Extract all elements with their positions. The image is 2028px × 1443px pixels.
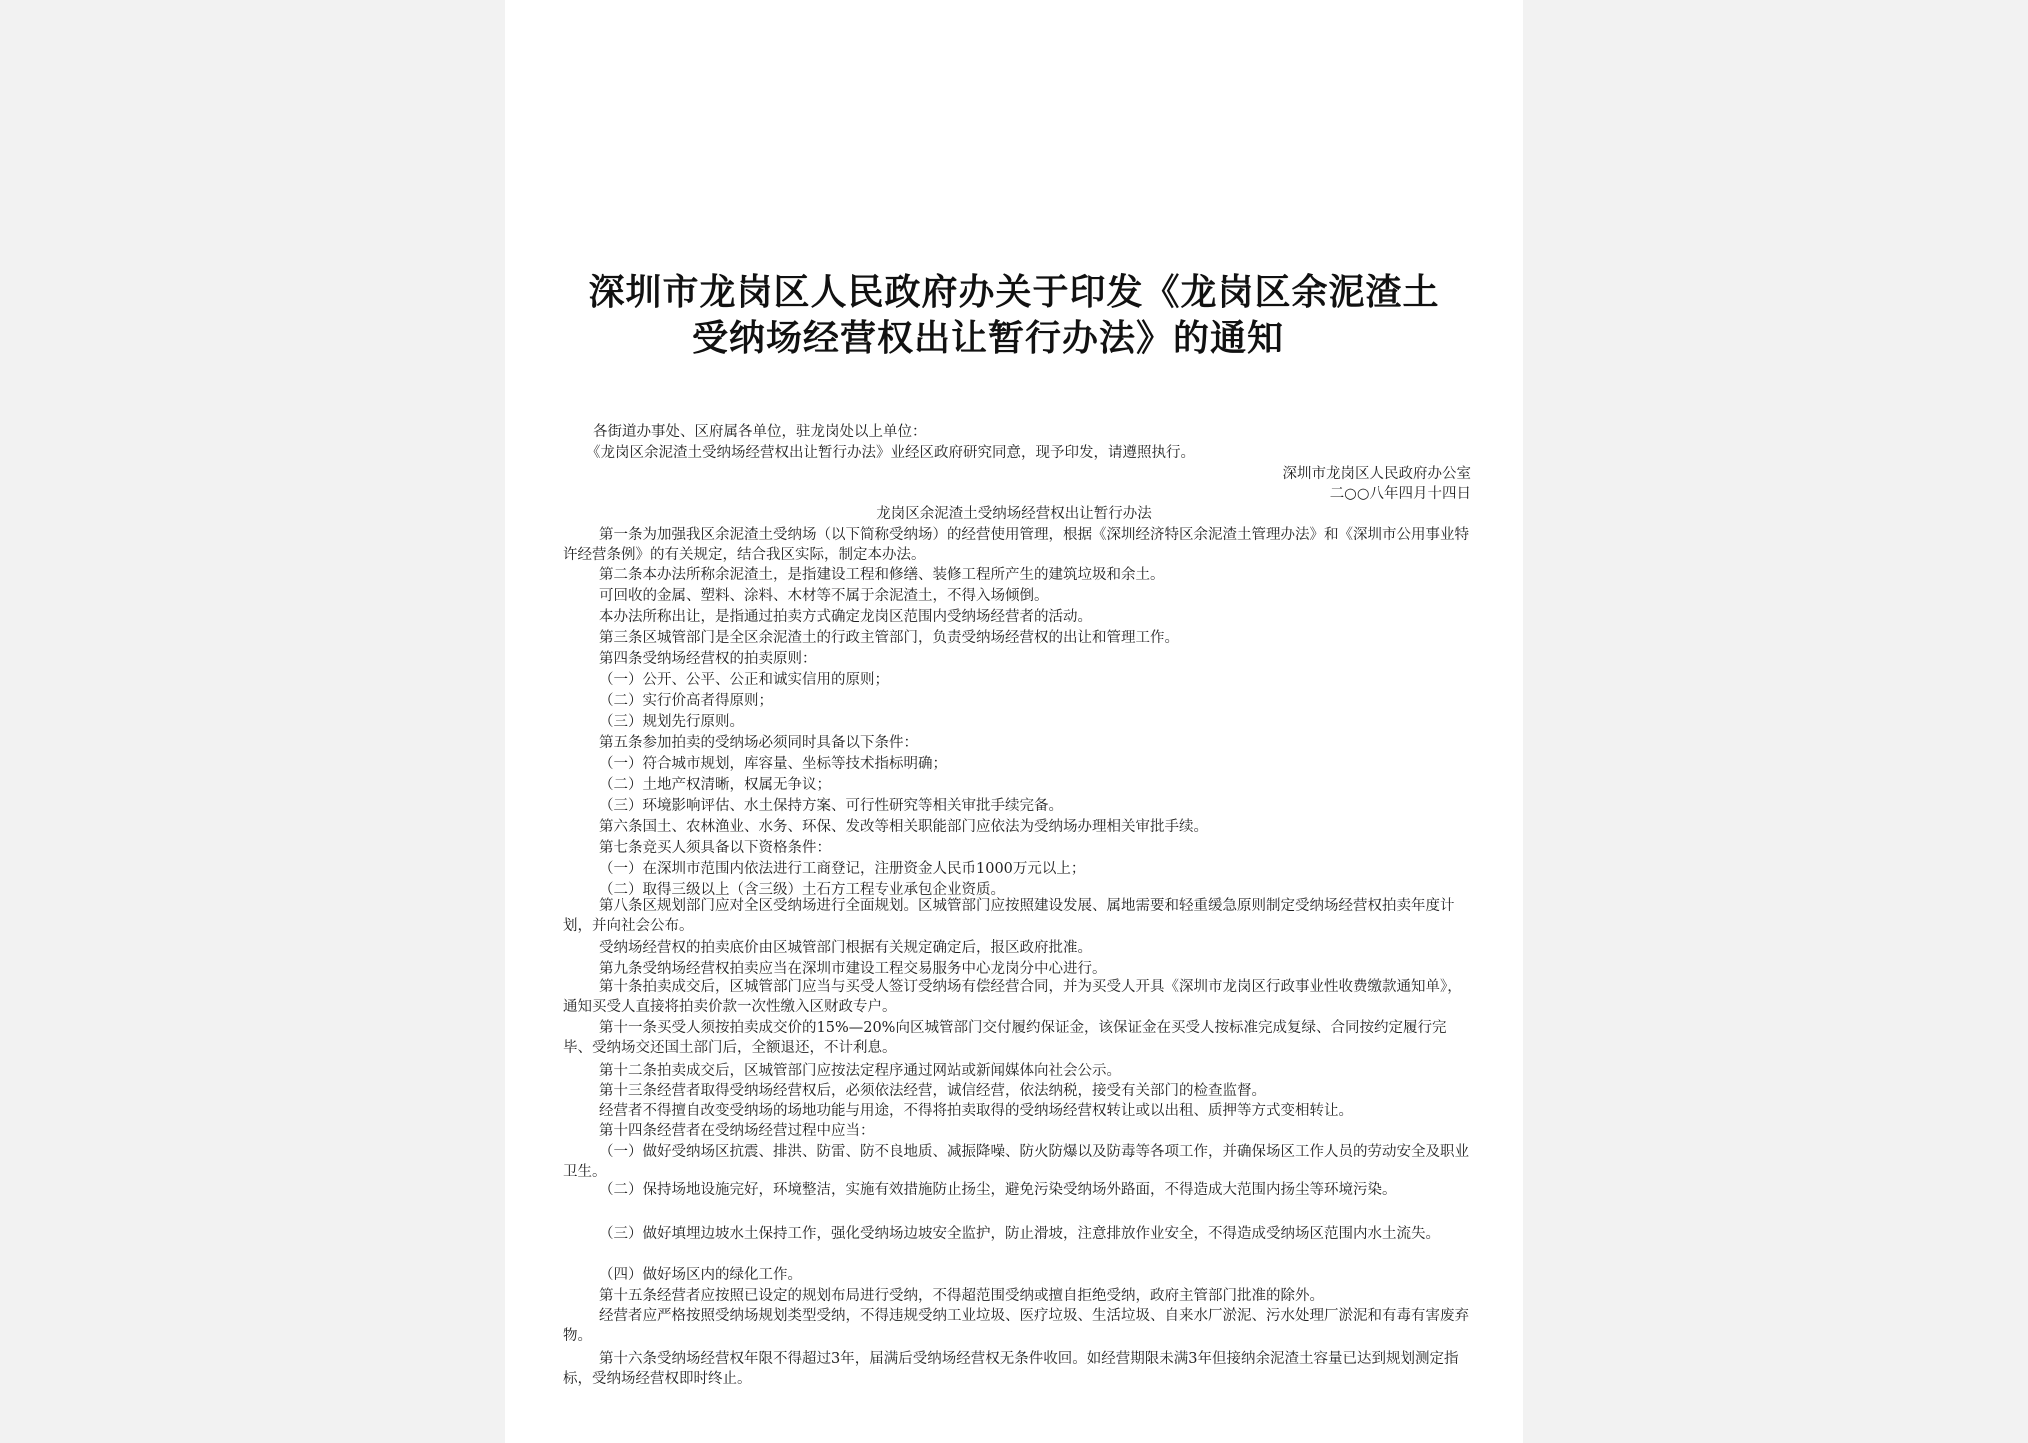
paragraph-27: （一）做好受纳场区抗震、排洪、防雷、防不良地质、减振降噪、防火防爆以及防毒等各项工作，并确保场区工作人员的劳动安全及职业卫生。 — [563, 1144, 1469, 1180]
paragraph-1: 第一条为加强我区余泥渣土受纳场（以下简称受纳场）的经营使用管理，根据《深圳经济特区余泥渣土管理办法》和《深圳市公用事业特许经营条例》的有关规定，结合我区实际，制定本办法。 — [563, 527, 1469, 563]
paragraph-7: （一）公开、公平、公正和诚实信用的原则； — [599, 672, 889, 688]
regulation-title: 龙岗区余泥渣土受纳场经营权出让暂行办法 — [876, 506, 1152, 522]
paragraph-28: （二）保持场地设施完好，环境整洁，实施有效措施防止扬尘，避免污染受纳场外路面，不得造成大范围内扬尘等环境污染。 — [599, 1182, 1397, 1198]
paragraph-20: 第九条受纳场经营权拍卖应当在深圳市建设工程交易服务中心龙岗分中心进行。 — [599, 961, 1107, 977]
paragraph-26: 第十四条经营者在受纳场经营过程中应当： — [599, 1123, 875, 1139]
document-title-line-1: 深圳市龙岗区人民政府办关于印发《龙岗区余泥渣土 — [588, 272, 1440, 313]
paragraph-23: 第十二条拍卖成交后，区城管部门应按法定程序通过网站或新闻媒体向社会公示。 — [599, 1063, 1121, 1079]
document-page — [505, 0, 1523, 1443]
paragraph-6: 第四条受纳场经营权的拍卖原则： — [599, 651, 817, 667]
intro-paragraph: 《龙岗区余泥渣土受纳场经营权出让暂行办法》业经区政府研究同意，现予印发，请遵照执行。 — [586, 445, 1195, 461]
paragraph-25: 经营者不得擅自改变受纳场的场地功能与用途，不得将拍卖取得的受纳场经营权转让或以出租、质押等方式变相转让。 — [599, 1103, 1353, 1119]
paragraph-2: 第二条本办法所称余泥渣土，是指建设工程和修缮、装修工程所产生的建筑垃圾和余土。 — [599, 567, 1165, 583]
paragraph-14: 第六条国土、农林渔业、水务、环保、发改等相关职能部门应依法为受纳场办理相关审批手续。 — [599, 819, 1208, 835]
paragraph-16: （一）在深圳市范围内依法进行工商登记，注册资金人民币1000万元以上； — [599, 861, 1086, 877]
paragraph-5: 第三条区城管部门是全区余泥渣土的行政主管部门，负责受纳场经营权的出让和管理工作。 — [599, 630, 1179, 646]
paragraph-12: （二）土地产权清晰，权属无争议； — [599, 777, 831, 793]
paragraph-11: （一）符合城市规划，库容量、坐标等技术指标明确； — [599, 756, 947, 772]
paragraph-32: 经营者应严格按照受纳场规划类型受纳，不得违规受纳工业垃圾、医疗垃圾、生活垃圾、自来水厂淤泥、污水处理厂淤泥和有毒有害废弃物。 — [563, 1308, 1469, 1344]
paragraph-15: 第七条竞买人须具备以下资格条件： — [599, 840, 831, 856]
paragraph-18: 第八条区规划部门应对全区受纳场进行全面规划。区城管部门应按照建设发展、属地需要和轻重缓急原则制定受纳场经营权拍卖年度计划，并向社会公布。 — [563, 898, 1455, 934]
paragraph-19: 受纳场经营权的拍卖底价由区城管部门根据有关规定确定后，报区政府批准。 — [599, 940, 1092, 956]
paragraph-29: （三）做好填埋边坡水土保持工作，强化受纳场边坡安全监护，防止滑坡，注意排放作业安全，不得造成受纳场区范围内水土流失。 — [599, 1226, 1440, 1242]
paragraph-9: （三）规划先行原则。 — [599, 714, 744, 730]
paragraph-17: （二）取得三级以上（含三级）土石方工程专业承包企业资质。 — [599, 882, 1005, 898]
paragraph-24: 第十三条经营者取得受纳场经营权后，必须依法经营，诚信经营，依法纳税，接受有关部门的检查监督。 — [599, 1083, 1266, 1099]
paragraph-30: （四）做好场区内的绿化工作。 — [599, 1267, 802, 1283]
document-title-line-2: 受纳场经营权出让暂行办法》的通知 — [691, 318, 1284, 359]
paragraph-3: 可回收的金属、塑料、涂料、木材等不属于余泥渣土，不得入场倾倒。 — [599, 588, 1049, 604]
paragraph-13: （三）环境影响评估、水土保持方案、可行性研究等相关审批手续完备。 — [599, 798, 1063, 814]
issuer: 深圳市龙岗区人民政府办公室 — [1282, 466, 1471, 482]
paragraph-10: 第五条参加拍卖的受纳场必须同时具备以下条件： — [599, 735, 918, 751]
paragraph-31: 第十五条经营者应按照已设定的规划布局进行受纳，不得超范围受纳或擅自拒绝受纳，政府主管部门批准的除外。 — [599, 1288, 1324, 1304]
paragraph-8: （二）实行价高者得原则； — [599, 693, 773, 709]
paragraph-22: 第十一条买受人须按拍卖成交价的15%—20%向区城管部门交付履约保证金，该保证金在买受人按标准完成复绿、合同按约定履行完毕、受纳场交还国土部门后，全额退还，不计利息。 — [563, 1020, 1447, 1056]
paragraph-33: 第十六条受纳场经营权年限不得超过3年，届满后受纳场经营权无条件收回。如经营期限未满3年但接纳余泥渣土容量已达到规划测定指标，受纳场经营权即时终止。 — [563, 1351, 1459, 1387]
salutation: 各街道办事处、区府属各单位，驻龙岗处以上单位： — [593, 424, 927, 440]
issue-date: 二○○八年四月十四日 — [1329, 486, 1471, 502]
paragraph-21: 第十条拍卖成交后，区城管部门应当与买受人签订受纳场有偿经营合同，并为买受人开具《深圳市龙岗区行政事业性收费缴款通知单》，通知买受人直接将拍卖价款一次性缴入区财政专户。 — [563, 979, 1462, 1015]
paragraph-4: 本办法所称出让，是指通过拍卖方式确定龙岗区范围内受纳场经营者的活动。 — [599, 609, 1092, 625]
